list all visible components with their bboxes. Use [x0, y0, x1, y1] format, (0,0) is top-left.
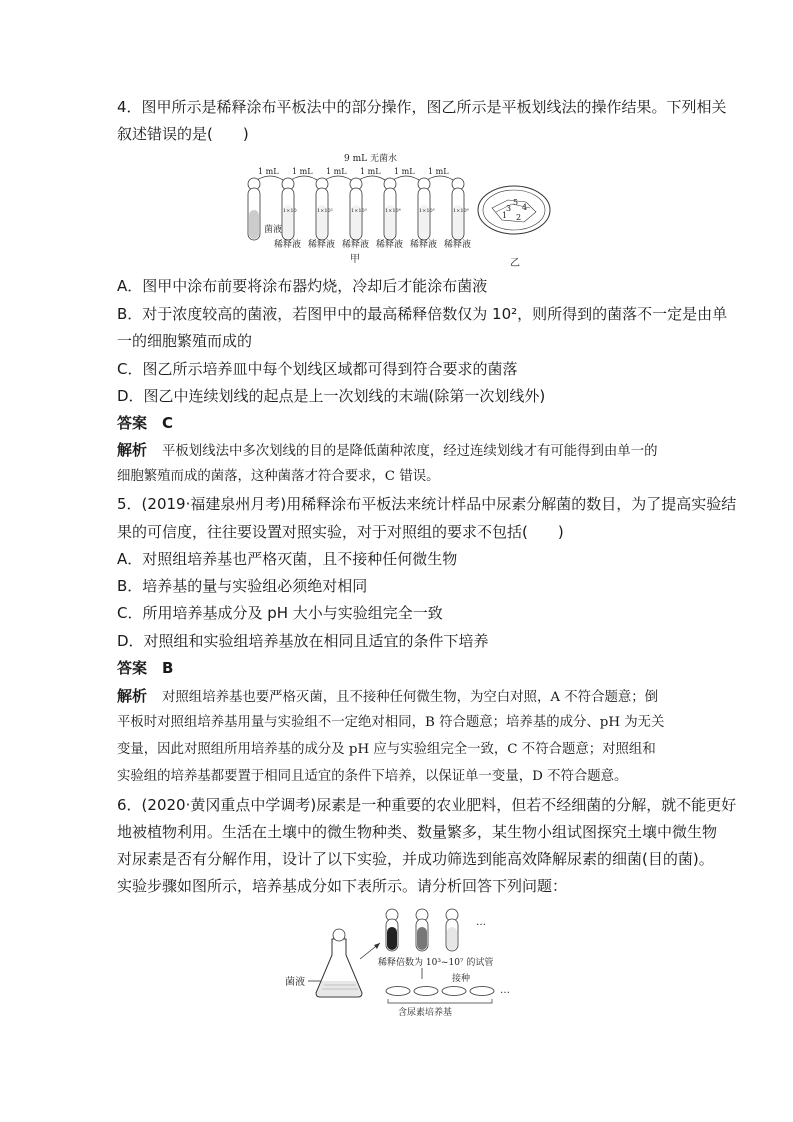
dilution-label-3: 稀释液 — [342, 240, 370, 250]
tube-mark-2: 1×10² — [317, 208, 333, 214]
tube-mark-4: 1×10⁴ — [385, 208, 401, 214]
q4-analysis-label: 解析 — [117, 441, 148, 459]
dilution-label-2: 稀释液 — [308, 240, 336, 250]
q6-stem-line2: 地被植物利用。生活在土壤中的微生物种类、数量繁多，某生物小组试图探究土壤中微生物 — [117, 823, 718, 841]
dish-number-2: 2 — [516, 213, 522, 222]
q5-analysis-line4: 实验组的培养基都要置于相同且适宜的条件下培养，以保证单一变量，D 不符合题意。 — [117, 769, 628, 784]
q5-answer-line — [117, 658, 173, 678]
q6-inoculate-label: 接种 — [452, 974, 471, 984]
q4-answer-label: 答案 — [117, 414, 148, 432]
q5-analysis-line3: 变量，因此对照组所用培养基的成分及 pH 应与实验组完全一致，C 不符合题意；对照组和 — [117, 742, 656, 757]
q6-stem-line1: 6．(2020·黄冈重点中学调考)尿素是一种重要的农业肥料，但若不经细菌的分解，就不能更好 — [117, 796, 737, 814]
q4-figure — [240, 150, 560, 270]
flask — [316, 929, 362, 997]
transfer-label-4: 1 mL — [360, 167, 381, 176]
dilution-labels — [274, 238, 471, 250]
transfer-label-3: 1 mL — [326, 167, 347, 176]
q5-analysis-line1 — [117, 686, 658, 708]
tube-mark-6: 1×10⁶ — [453, 208, 469, 214]
q5-option-a: A．对照组培养基也严格灭菌，且不接种任何微生物 — [117, 550, 458, 568]
tube-mark-5: 1×10⁵ — [419, 208, 435, 214]
q4-option-b: B．对于浓度较高的菌液，若图甲中的最高稀释倍数仅为 10²，则所得到的菌落不一定是由单 — [117, 305, 728, 323]
q5-analysis-label: 解析 — [117, 687, 148, 705]
q4-option-d: D．图乙中连续划线的起点是上一次划线的末端(除第一次划线外) — [117, 387, 546, 405]
q5-option-d: D．对照组和实验组培养基放在相同且适宜的条件下培养 — [117, 632, 489, 650]
q5-analysis-text1: 对照组培养基也要严格灭菌，且不接种任何微生物，为空白对照，A 不符合题意；倒 — [162, 690, 659, 705]
q5-stem-line1: 5．(2019·福建泉州月考)用稀释涂布平板法来统计样品中尿素分解菌的数目，为了提高实验结 — [117, 495, 737, 513]
q5-analysis-line2: 平板时对照组培养基用量与实验组不一定绝对相同，B 符合题意；培养基的成分、pH 为无关 — [117, 715, 665, 730]
petri-dish — [478, 186, 550, 234]
tube-mark-1: 1×10 — [283, 208, 297, 214]
dilution-label-5: 稀释液 — [410, 240, 438, 250]
dilution-label-1: 稀释液 — [274, 240, 302, 250]
q4-stem-line2: 叙述错误的是( ) — [117, 125, 249, 143]
test-tube-bacteria — [248, 178, 260, 240]
dish-number-5: 5 — [513, 198, 519, 207]
transfer-label-6: 1 mL — [428, 167, 449, 176]
q6-bacteria-label: 菌液 — [285, 977, 305, 988]
q5-stem-line2: 果的可信度，往往要设置对照实验，对于对照组的要求不包括( ) — [117, 523, 564, 541]
tube-marks — [283, 208, 469, 214]
dish-number-1: 1 — [502, 211, 508, 220]
q5-option-c: C．所用培养基成分及 pH 大小与实验组完全一致 — [117, 604, 443, 622]
dish-number-4: 4 — [522, 203, 528, 212]
q4-top-label: 9 mL 无菌水 — [344, 154, 397, 164]
q4-analysis-text1: 平板划线法中多次划线的目的是降低菌种浓度，经过连续划线才有可能得到由单一的 — [162, 444, 658, 459]
dilution-label-6: 稀释液 — [444, 240, 472, 250]
q6-test-tubes — [386, 909, 458, 951]
q6-tube-3 — [446, 909, 458, 951]
dilution-label-4: 稀释液 — [376, 240, 404, 250]
q4-jia-label: 甲 — [350, 254, 360, 265]
q4-option-b-cont: 一的细胞繁殖而成的 — [117, 332, 253, 350]
q4-analysis-line2: 细胞繁殖而成的菌落，这种菌落才符合要求，C 错误。 — [117, 469, 440, 484]
q6-medium-label: 含尿素培养基 — [398, 1008, 453, 1018]
q6-stem-line4: 实验步骤如图所示，培养基成分如下表所示。请分析回答下列问题： — [117, 877, 568, 895]
transfer-labels — [258, 167, 449, 176]
q6-plates — [386, 987, 494, 996]
transfer-label-5: 1 mL — [394, 167, 415, 176]
transfer-label-2: 1 mL — [292, 167, 313, 176]
q6-stem-line3: 对尿素是否有分解作用，设计了以下实验，并成功筛选到能高效降解尿素的细菌(目的菌)。 — [117, 850, 714, 868]
q4-option-a: A．图甲中涂布前要将涂布器灼烧，冷却后才能涂布菌液 — [117, 277, 488, 295]
q4-stem-line1: 4．图甲所示是稀释涂布平板法中的部分操作，图乙所示是平板划线法的操作结果。下列相关 — [117, 98, 727, 116]
q6-ellipsis-bottom: … — [500, 985, 510, 996]
q4-answer-line — [117, 413, 173, 433]
q6-tube-1 — [386, 909, 398, 951]
transfer-label-1: 1 mL — [258, 167, 279, 176]
q4-option-c: C．图乙所示培养皿中每个划线区域都可得到符合要求的菌落 — [117, 360, 518, 378]
dish-number-3: 3 — [506, 204, 512, 213]
q6-ellipsis-top: … — [476, 917, 486, 928]
tube-mark-3: 1×10³ — [351, 208, 367, 214]
q6-tube-2 — [416, 909, 428, 951]
q5-answer: B — [162, 659, 174, 677]
q4-analysis-line1 — [117, 440, 657, 462]
q4-yi-label: 乙 — [510, 258, 520, 269]
q5-option-b: B．培养基的量与实验组必须绝对相同 — [117, 577, 368, 595]
q4-bacteria-label: 菌液 — [264, 225, 283, 235]
q6-dilution-label: 稀释倍数为 10³~10⁷ 的试管 — [378, 958, 494, 968]
q5-answer-label: 答案 — [117, 659, 148, 677]
q4-answer: C — [162, 414, 174, 432]
q6-figure — [280, 905, 520, 1023]
